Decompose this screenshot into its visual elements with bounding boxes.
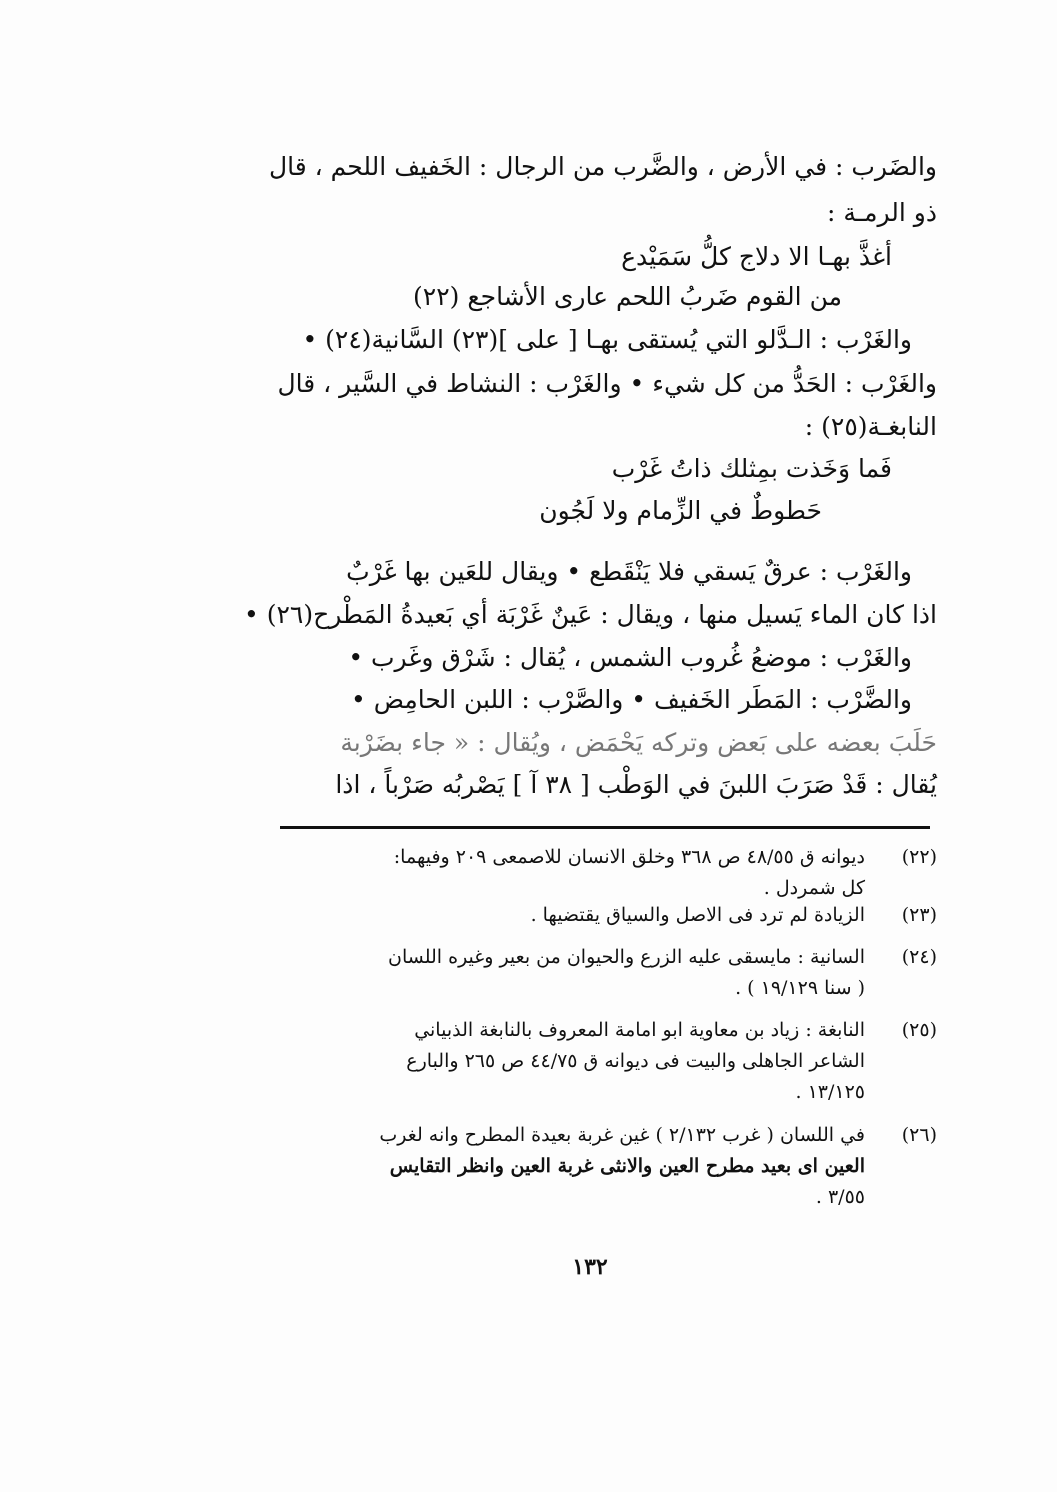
- footnote-number: (٢٥): [901, 1019, 937, 1041]
- body-line-11: يُقال : قَدْ صَرَبَ اللبنَ في الوَطْب [ ٣٨ آ ] يَصْربُه صَرْباً ، اذا: [335, 770, 937, 799]
- body-line-9: والضَّرْب : المَطَر الخَفيف • والصَّرْب : اللبن الحامِض •: [351, 685, 912, 714]
- footnote-22: [275, 842, 937, 904]
- body-line-1: والضَرب : في الأرض ، والضَّرب من الرجال : الخَفيف اللحم ، قال: [268, 152, 937, 181]
- footnote-line: كل شمردل .: [763, 877, 865, 899]
- footnote-line: ١٣/١٢٥ .: [795, 1081, 865, 1103]
- verse-line-3: فَما وَخَذت بمِثلك ذاتُ غَرْب: [611, 454, 892, 483]
- footnote-line: الزيادة لم ترد فى الاصل والسياق يقتضيها .: [530, 904, 865, 926]
- footnote-number: (٢٤): [901, 946, 937, 968]
- page-number: ١٣٢: [572, 1254, 608, 1280]
- body-line-4: والغَرْب : الحَدُّ من كل شيء • والغَرْب : النشاط في السَّير ، قال: [277, 369, 937, 398]
- verse-line-2: من القوم ضَربُ اللحم عارى الأشاجع (٢٢): [413, 282, 842, 311]
- body-line-6: والغَرْب : عرقٌ يَسقي فلا يَنْقَطع • ويقال للعَين بها غَرْبٌ: [346, 557, 912, 586]
- footnote-26: [275, 1120, 937, 1213]
- body-line-7: اذا كان الماء يَسيل منها ، ويقال : عَينٌ غَرْبَة أي بَعيدةُ المَطْرح(٢٦) •: [244, 600, 937, 629]
- body-line-8: والغَرْب : موضعُ غُروب الشمس ، يُقال : شَرْق وغَرب •: [348, 643, 912, 672]
- body-line-5: النابغـة(٢٥) :: [804, 412, 937, 441]
- footnote-23: [275, 900, 937, 931]
- footnote-line: الشاعر الجاهلى والبيت فى ديوانه ق ٤٤/٧٥ ص ٢٦٥ والبارع: [406, 1050, 865, 1072]
- footnote-number: (٢٢): [901, 846, 937, 868]
- body-line-3: والغَرْب : الـدَّلو التي يُستقى بهـا [ على ](٢٣) السَّانية(٢٤) •: [302, 325, 912, 354]
- verse-line-4: حَطوطٌ في الزِّمام ولا لَجُون: [539, 496, 822, 525]
- footnote-line: العين اى بعيد مطرح العين والانثى غربة العين وانظر التقايس: [389, 1155, 865, 1177]
- footnote-line: النابغة : زياد بن معاوية ابو امامة المعروف بالنابغة الذبياني: [414, 1019, 865, 1041]
- footnote-24: [275, 942, 937, 1004]
- footnote-divider: [280, 826, 930, 829]
- body-line-10: حَلَبَ بعضه على بَعض وتركه يَحْمَض ، ويُقال : « جاء بضَرْبة: [340, 728, 937, 757]
- footnote-number: (٢٦): [901, 1124, 937, 1146]
- verse-line-1: أغذَّ بهـا الا دلاج كلُّ سَمَيْدع: [621, 242, 892, 271]
- footnote-line: ديوانه ق ٤٨/٥٥ ص ٣٦٨ وخلق الانسان للاصمعى ٢٠٩ وفيهما:: [393, 846, 865, 868]
- footnote-line: في اللسان ( غرب ٢/١٣٢ ) غين غربة بعيدة المطرح وانه لغرب: [379, 1124, 865, 1146]
- footnote-line: ٣/٥٥ .: [815, 1186, 865, 1208]
- footnote-number: (٢٣): [901, 904, 937, 926]
- footnote-25: [275, 1015, 937, 1108]
- footnote-line: ( سنا ١٩/١٢٩ ) .: [735, 977, 865, 999]
- footnote-line: السانية : مايسقى عليه الزرع والحيوان من بعير وغيره اللسان: [388, 946, 865, 968]
- body-line-2: ذو الرمـة :: [827, 198, 937, 227]
